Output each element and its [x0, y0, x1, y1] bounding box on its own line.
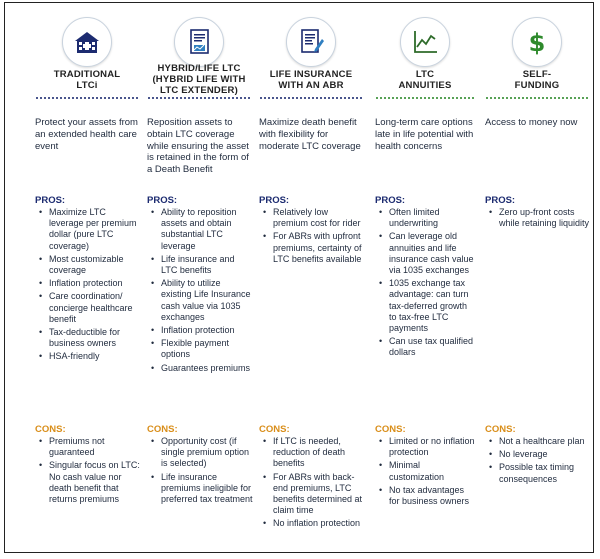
column-title: TRADITIONAL LTCi — [53, 69, 121, 91]
column-life-insurance-abr — [257, 3, 365, 552]
column-description: Reposition assets to obtain LTC coverage while ensuring the asset is retained in the form of a Death Benefit — [147, 117, 249, 176]
cons-label: CONS: — [259, 424, 290, 435]
dotted-divider — [35, 97, 139, 99]
cons-list — [35, 436, 141, 507]
dotted-divider — [375, 97, 475, 99]
cons-label: CONS: — [35, 424, 66, 435]
column-description: Protect your assets from an extended health care event — [35, 117, 138, 152]
pros-item: • Tax-deductible for business owners — [35, 327, 141, 349]
pros-item: • Can use tax qualified dollars — [375, 336, 477, 358]
cons-item: • Life insurance premiums ineligible for preferred tax treatment — [147, 472, 253, 506]
pros-item: • Most customizable coverage — [35, 254, 141, 276]
cons-item: • If LTC is needed, reduction of death benefits — [259, 436, 365, 470]
cons-item: • Limited or no inflation protection — [375, 436, 477, 458]
pros-item: • 1035 exchange tax advantage: can turn tax-deferred growth to tax-free LTC payments — [375, 278, 477, 334]
document-chart-icon — [174, 17, 224, 67]
pros-list — [485, 207, 591, 231]
growth-chart-icon — [400, 17, 450, 67]
pros-item: • Care coordination/ concierge healthcare benefit — [35, 291, 141, 325]
dotted-divider — [485, 97, 589, 99]
hospital-icon — [62, 17, 112, 67]
cons-item: • Possible tax timing consequences — [485, 462, 591, 484]
cons-label: CONS: — [147, 424, 178, 435]
column-hybrid-life-ltc — [145, 3, 253, 552]
pros-item: • Inflation protection — [147, 325, 253, 336]
cons-list — [485, 436, 591, 487]
column-description: Long-term care options late in life potential with health concerns — [375, 117, 474, 152]
pros-label: PROS: — [35, 195, 66, 206]
cons-label: CONS: — [485, 424, 516, 435]
columns — [5, 3, 593, 552]
column-description: Access to money now — [485, 117, 578, 128]
dollar-sign-icon — [512, 17, 562, 67]
pros-label: PROS: — [485, 195, 516, 206]
cons-label: CONS: — [375, 424, 406, 435]
pros-label: PROS: — [375, 195, 406, 206]
cons-item: • No leverage — [485, 449, 591, 460]
column-ltc-annuities — [373, 3, 477, 552]
column-description: Maximize death benefit with flexibility for moderate LTC coverage — [259, 117, 361, 152]
svg-text:$: $ — [528, 29, 546, 57]
pros-item: • Inflation protection — [35, 278, 141, 289]
cons-item: • Not a healthcare plan — [485, 436, 591, 447]
cons-item: • No inflation protection — [259, 518, 365, 529]
pros-item: • Flexible payment options — [147, 338, 253, 360]
pros-item: • Relatively low premium cost for rider — [259, 207, 365, 229]
column-title: SELF- FUNDING — [514, 69, 560, 91]
cons-list — [375, 436, 477, 509]
pros-item: • Can leverage old annuities and life insurance cash value via 1035 exchanges — [375, 231, 477, 276]
pros-list — [375, 207, 477, 361]
pros-item: • For ABRs with upfront premiums, certainty of LTC benefits available — [259, 231, 365, 265]
cons-item: • Opportunity cost (if single premium option is selected) — [147, 436, 253, 470]
pros-item: • Ability to reposition assets and obtain substantial LTC leverage — [147, 207, 253, 252]
pros-list — [35, 207, 141, 365]
pros-item: • Ability to utilize existing Life Insurance cash value via 1035 exchanges — [147, 278, 253, 323]
pros-item: • Life insurance and LTC benefits — [147, 254, 253, 276]
comparison-chart — [4, 2, 594, 553]
pros-label: PROS: — [259, 195, 290, 206]
pros-label: PROS: — [147, 195, 178, 206]
policy-document-icon — [286, 17, 336, 67]
column-title: LIFE INSURANCE WITH AN ABR — [269, 69, 353, 91]
cons-list — [259, 436, 365, 532]
pros-item: • Zero up-front costs while retaining liquidity — [485, 207, 591, 229]
column-self-funding — [483, 3, 591, 552]
dotted-divider — [147, 97, 251, 99]
dotted-divider — [259, 97, 363, 99]
column-traditional-ltci — [33, 3, 141, 552]
column-title: LTC ANNUITIES — [398, 69, 452, 91]
pros-item: • Maximize LTC leverage per premium dollar (pure LTC coverage) — [35, 207, 141, 252]
cons-item: • Singular focus on LTC: No cash value nor death benefit that returns premiums — [35, 460, 141, 505]
pros-item: • Guarantees premiums — [147, 363, 253, 374]
pros-list — [259, 207, 365, 267]
cons-item: • For ABRs with back-end premiums, LTC benefits determined at claim time — [259, 472, 365, 517]
pros-item: • Often limited underwriting — [375, 207, 477, 229]
cons-item: • Premiums not guaranteed — [35, 436, 141, 458]
cons-item: • Minimal customization — [375, 460, 477, 482]
pros-list — [147, 207, 253, 376]
cons-item: • No tax advantages for business owners — [375, 485, 477, 507]
pros-item: • HSA-friendly — [35, 351, 141, 362]
cons-list — [147, 436, 253, 507]
column-title: HYBRID/LIFE LTC (HYBRID LIFE WITH LTC EXTENDER) — [152, 63, 246, 96]
